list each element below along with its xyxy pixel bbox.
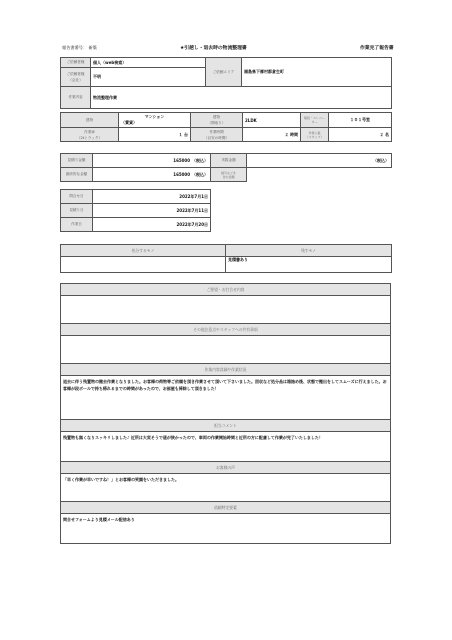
hours-value: ２ 時間	[243, 128, 301, 142]
actual-label: 実際金額	[211, 154, 247, 168]
section-title: 作業内容詳細や作業状況	[61, 364, 391, 376]
address-label: ご依頼エリア	[206, 58, 242, 87]
section-work-details	[60, 363, 391, 420]
client-info-table	[60, 57, 392, 109]
building-table	[60, 112, 392, 142]
section-body: 残置物も無くなりスッキリしました♪ 近所は大変そうで道が狭かったので、車両の作業開始時間と近所の方に配慮して作業が完了いたしました！	[61, 432, 391, 462]
layout-value: 2LDK	[243, 113, 301, 128]
document-title: ★引越し・退去時の物流整理書	[180, 46, 247, 51]
keep-value: 見積書あり	[226, 257, 392, 273]
final-label: 最終的な金額	[61, 168, 93, 182]
estimate-date-value: 2022年7月11日	[93, 204, 211, 218]
section-requests	[60, 283, 391, 324]
dispose-value	[61, 257, 226, 273]
estimate-date-label: 見積り日	[61, 204, 93, 218]
dispose-header: 処分するモノ	[61, 245, 226, 257]
final-value: 165000 （税込）	[93, 168, 211, 182]
client-name-label: ご依頼者様	[61, 58, 91, 68]
section-title: その他注意点やスタッフへの共有事項	[61, 324, 391, 336]
section-source	[60, 501, 391, 544]
section-staff-comment	[60, 419, 391, 462]
work-date-value: 2022年7月20日	[93, 218, 211, 232]
estimate-label: 見積り金額	[61, 154, 93, 168]
building-type-label: 建物	[61, 113, 119, 128]
section-body: 退去に伴う残置物の撤去作業となりました。お客様の荷物等ご依頼を頂き作業させて頂いて下さいました。回収など処分品は箱詰め後、状態で搬出をしてスムーズに行えました。お客様が段ボールで持ち帰れるまでの時間があったので、お部屋も掃除して頂きました！	[61, 376, 391, 420]
work-value: 物流整理作業	[91, 87, 392, 109]
section-title: 依頼特定要素	[61, 502, 391, 514]
actual-value: （税込）	[247, 154, 392, 168]
report-stamp-label: 作業完了報告書	[360, 46, 394, 51]
form-number: 報告書番号： 新築	[62, 45, 97, 50]
section-customer-voice	[60, 461, 391, 502]
date-row	[61, 218, 211, 232]
staff-label: 作業人数 （スタッフ）	[301, 128, 329, 142]
work-date-label: 作業日	[61, 218, 93, 232]
discount-label: 割引などを 含む金額	[211, 168, 247, 182]
building-type-value: マンション （賃貸）	[119, 113, 191, 128]
dates-table	[60, 189, 211, 232]
client-company-value: 不明	[91, 68, 206, 87]
client-company-label: ご依頼者様（会社）	[61, 68, 91, 87]
floor-label: 階段・エレベーター	[301, 113, 329, 128]
staff-value: ２ 名	[329, 128, 392, 142]
inquiry-date-value: 2022年7月1日	[93, 190, 211, 204]
date-row	[61, 204, 211, 218]
section-notes	[60, 323, 391, 364]
section-title: お客様の声	[61, 462, 391, 474]
section-title: 担当コメント	[61, 420, 391, 432]
work-label: 作業内容	[61, 87, 91, 109]
section-body	[61, 336, 391, 364]
estimate-value: 165000 （税込）	[93, 154, 211, 168]
floor-value: １０１号室	[329, 113, 392, 128]
section-body: 「早く作業が早いですね！」とお客様の笑顔をいただきました。	[61, 474, 391, 502]
keep-header: 残すモノ	[226, 245, 392, 257]
section-title: ご要望・お打合せ内容	[61, 284, 391, 296]
date-row	[61, 190, 211, 204]
section-body	[61, 296, 391, 324]
trucks-label: 作業車 （2tトラック）	[61, 128, 119, 142]
trucks-value: １ 台	[119, 128, 191, 142]
discount-blank	[247, 168, 392, 182]
hours-label: 作業時間 （目安の時間）	[191, 128, 243, 142]
section-body: 問合せフォームより見積メール配信あり	[61, 514, 391, 544]
inquiry-date-label: 問合せ日	[61, 190, 93, 204]
address-value: 福島県下郷村都倉生町	[242, 58, 392, 87]
layout-label: 建物 （間取り）	[191, 113, 243, 128]
client-name-value: 個人（web検索）	[91, 58, 206, 68]
fees-table	[60, 153, 392, 182]
items-table	[60, 244, 392, 273]
